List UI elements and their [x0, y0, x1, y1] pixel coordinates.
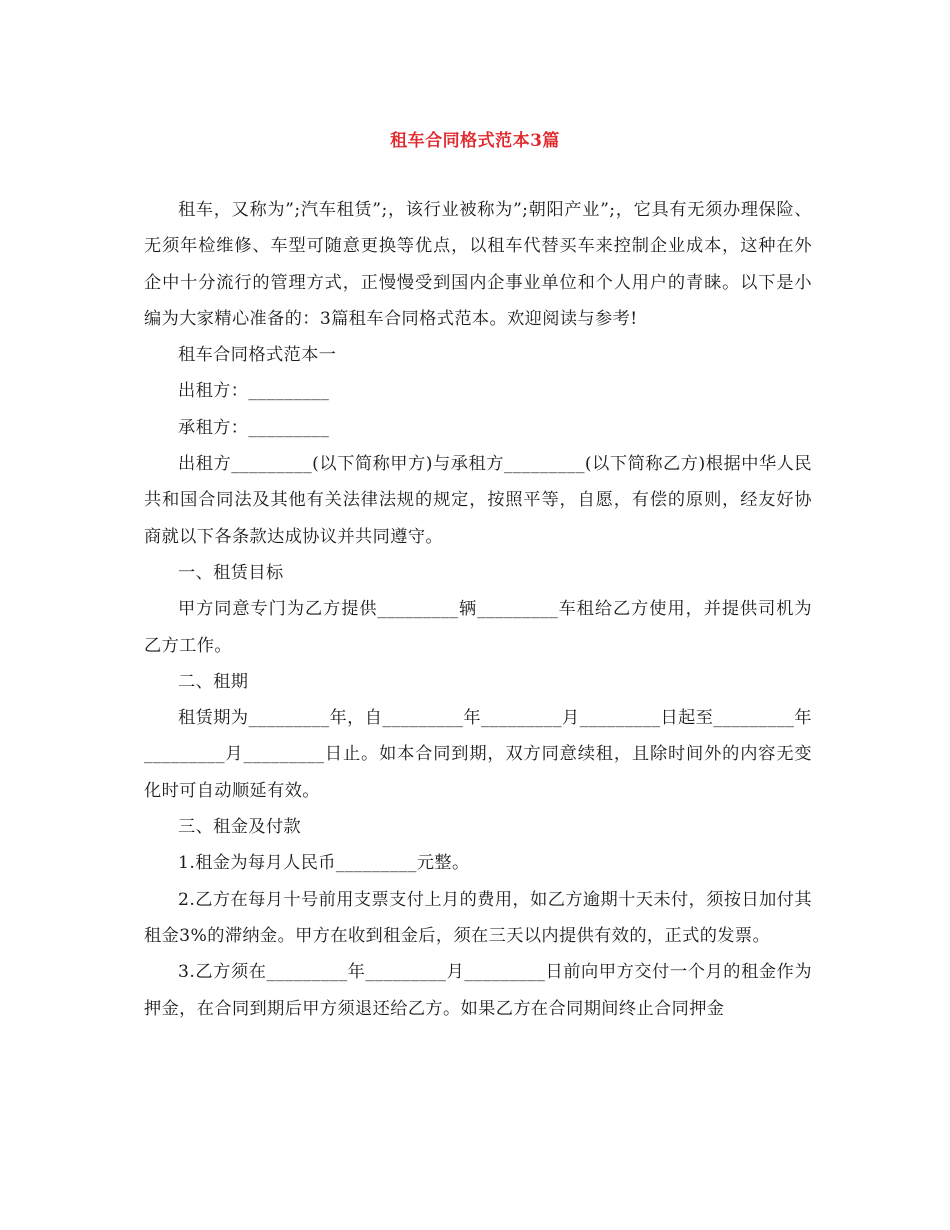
rent-item-3: 3.乙方须在_________年_________月_________日前向甲方交付一个月的租金作为押金，在合同到期后甲方须退还给乙方。如果乙方在合同期间终止合同押金: [144, 962, 812, 1019]
lessee-field: 承租方：_________: [178, 417, 330, 438]
rent-item-2: 2.乙方在每月十号前用支票支付上月的费用，如乙方逾期十天未付，须按日加付其租金3%的滞纳金。甲方在收到租金后，须在三天以内提供有效的，正式的发票。: [144, 889, 812, 946]
clause-heading-lease-object: 一、租赁目标: [178, 562, 284, 583]
parties-paragraph: 出租方_________(以下简称甲方)与承租方_________(以下简称乙方)根据中华人民共和国合同法及其他有关法律法规的规定，按照平等，自愿，有偿的原则，经友好协商就以下各条款达成协议并共同遵守。: [144, 454, 812, 547]
document-body: [144, 192, 812, 1027]
rent-item-1: 1.租金为每月人民币_________元整。: [178, 853, 470, 874]
clause-heading-lease-term: 二、租期: [178, 671, 249, 692]
section-heading-sample-one: 租车合同格式范本一: [178, 345, 337, 366]
lease-object-paragraph: 甲方同意专门为乙方提供_________辆_________车租给乙方使用，并提供司机为乙方工作。: [144, 599, 812, 656]
clause-heading-rent-payment: 三、租金及付款: [178, 817, 302, 838]
document-title: 租车合同格式范本3篇: [390, 131, 560, 151]
lessor-field: 出租方：_________: [178, 381, 330, 402]
intro-paragraph: 租车，又称为”;汽车租赁”;，该行业被称为”;朝阳产业”;，它具有无须办理保险、无须年检维修、车型可随意更换等优点，以租车代替买车来控制企业成本，这种在外企中十分流行的管理方式，正慢慢受到国内企事业单位和个人用户的青睐。以下是小编为大家精心准备的：3篇租车合同格式范本。欢迎阅读与参考!: [144, 200, 812, 329]
lease-term-paragraph: 租赁期为_________年，自_________年_________月_________日起至_________年_________月_________日止。如本合同到期，双方同意续租，且除时间外的内容无变化时可自动顺延有效。: [144, 708, 812, 801]
